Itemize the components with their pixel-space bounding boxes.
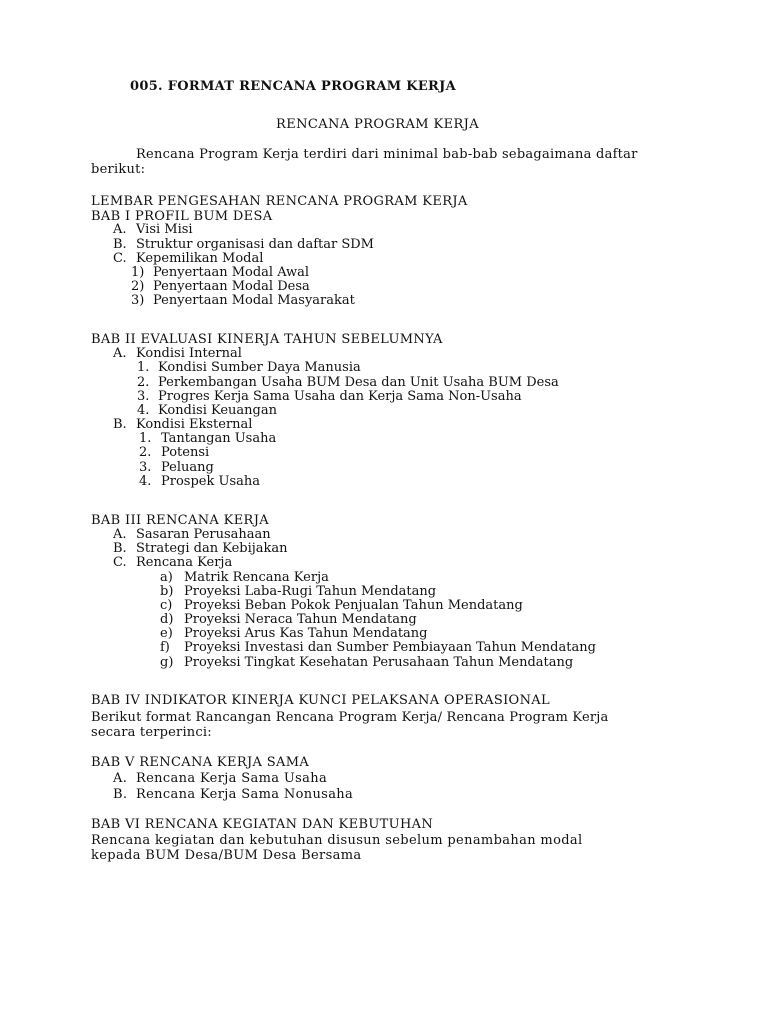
list-item: 3) Penyertaan Modal Masyarakat (131, 293, 355, 308)
bab2-heading: BAB II EVALUASI KINERJA TAHUN SEBELUMNYA (91, 332, 443, 347)
list-item: A. Kondisi Internal (113, 346, 242, 361)
lembar-pengesahan-heading: LEMBAR PENGESAHAN RENCANA PROGRAM KERJA (91, 194, 468, 209)
list-item: A. Visi Misi (113, 222, 193, 237)
list-item: 3. Progres Kerja Sama Usaha dan Kerja Sama Non-Usaha (137, 389, 522, 404)
intro-line-2: berikut: (91, 162, 146, 177)
list-item: B. Strategi dan Kebijakan (113, 541, 288, 556)
list-item: B. Struktur organisasi dan daftar SDM (113, 237, 374, 252)
bab6-paragraph-line-1: Rencana kegiatan dan kebutuhan disusun sebelum penambahan modal (91, 833, 583, 848)
list-item: 2. Potensi (139, 445, 210, 460)
document-title: RENCANA PROGRAM KERJA (276, 117, 480, 132)
list-item: 1. Kondisi Sumber Daya Manusia (137, 360, 361, 375)
list-item: b) Proyeksi Laba-Rugi Tahun Mendatang (160, 584, 437, 599)
list-item: 2. Perkembangan Usaha BUM Desa dan Unit Usaha BUM Desa (137, 375, 559, 390)
list-item: B. Kondisi Eksternal (113, 417, 253, 432)
list-item: f) Proyeksi Investasi dan Sumber Pembiayaan Tahun Mendatang (160, 640, 596, 655)
document-heading: 005. FORMAT RENCANA PROGRAM KERJA (130, 79, 456, 94)
bab4-heading: BAB IV INDIKATOR KINERJA KUNCI PELAKSANA OPERASIONAL (91, 693, 551, 708)
bab3-heading: BAB III RENCANA KERJA (91, 513, 269, 528)
list-item: 4. Kondisi Keuangan (137, 403, 277, 418)
bab5-heading: BAB V RENCANA KERJA SAMA (91, 755, 310, 770)
list-item: A. Rencana Kerja Sama Usaha (113, 771, 328, 786)
list-item: e) Proyeksi Arus Kas Tahun Mendatang (160, 626, 428, 641)
bab1-heading: BAB I PROFIL BUM DESA (91, 209, 273, 224)
list-item: B. Rencana Kerja Sama Nonusaha (113, 787, 354, 802)
list-item: 1. Tantangan Usaha (139, 431, 277, 446)
bab4-paragraph-line-1: Berikut format Rancangan Rencana Program Kerja/ Rencana Program Kerja (91, 710, 609, 725)
list-item: g) Proyeksi Tingkat Kesehatan Perusahaan Tahun Mendatang (160, 655, 574, 670)
list-item: C. Kepemilikan Modal (113, 251, 264, 266)
list-item: a) Matrik Rencana Kerja (160, 570, 329, 585)
list-item: 3. Peluang (139, 460, 214, 475)
bab6-paragraph-line-2: kepada BUM Desa/BUM Desa Bersama (91, 848, 362, 863)
bab6-heading: BAB VI RENCANA KEGIATAN DAN KEBUTUHAN (91, 817, 434, 832)
list-item: 2) Penyertaan Modal Desa (131, 279, 310, 294)
list-item: C. Rencana Kerja (113, 555, 233, 570)
bab4-paragraph-line-2: secara terperinci: (91, 725, 212, 740)
list-item: A. Sasaran Perusahaan (113, 527, 271, 542)
list-item: 4. Prospek Usaha (139, 474, 260, 489)
list-item: c) Proyeksi Beban Pokok Penjualan Tahun Mendatang (160, 598, 523, 613)
list-item: 1) Penyertaan Modal Awal (131, 265, 310, 280)
intro-line-1: Rencana Program Kerja terdiri dari minimal bab-bab sebagaimana daftar (136, 147, 638, 162)
list-item: d) Proyeksi Neraca Tahun Mendatang (160, 612, 417, 627)
